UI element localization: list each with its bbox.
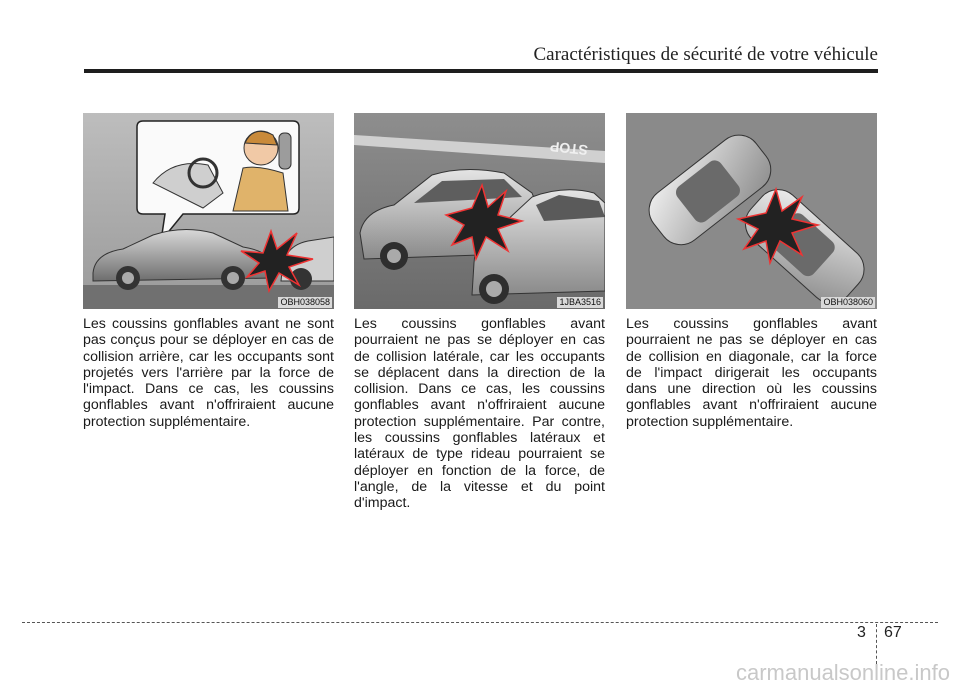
- paragraph-side-collision: Les coussins gonflables avant pourraient ne pas se déployer en cas de collision latérale, car les occupants se déplacent dans la direction de la collision. Dans ce cas, les coussins gonflables avant n'offriraient aucune protection supplémentaire. Par contre, les coussins gonflables latéraux et latéraux de type rideau pourraient se déployer en fonction de la force, de l'angle, de la vitesse et du point d'impact.: [354, 316, 605, 512]
- side-collision-illustration: [354, 113, 605, 309]
- column-rear-collision: [83, 113, 334, 430]
- column-diagonal-collision: [626, 113, 877, 430]
- chapter-number: 3: [857, 624, 866, 641]
- paragraph-rear-collision: Les coussins gonflables avant ne sont pas conçus pour se déployer en cas de collision arrière, car les occupants sont projetés vers l'arrière par la force de l'impact. Dans ce cas, les coussins gonflables avant n'offriraient aucune protection supplémentaire.: [83, 316, 334, 430]
- road-stop-marking: STOP: [549, 138, 589, 159]
- figure-side-collision: [354, 113, 605, 309]
- diagonal-collision-illustration: [626, 113, 877, 309]
- page-header-title: Caractéristiques de sécurité de votre véhicule: [533, 44, 878, 65]
- header-rule: [84, 69, 878, 73]
- page-number-separator: [876, 624, 877, 664]
- page-number: 67: [884, 624, 902, 641]
- figure-rear-collision: [83, 113, 334, 309]
- column-side-collision: [354, 113, 605, 512]
- figure-diagonal-collision: [626, 113, 877, 309]
- figure-code: OBH038060: [823, 297, 873, 307]
- rear-collision-illustration: [83, 113, 334, 309]
- figure-code: 1JBA3516: [559, 297, 601, 307]
- footer-rule: [22, 622, 938, 623]
- watermark: carmanualsonline.info: [735, 660, 950, 685]
- paragraph-diagonal-collision: Les coussins gonflables avant pourraient ne pas se déployer en cas de collision en diagonale, car la force de l'impact dirigerait les occupants dans une direction où les coussins gonflables avant n'offriraient aucune protection supplémentaire.: [626, 316, 877, 430]
- figure-code: OBH038058: [280, 297, 330, 307]
